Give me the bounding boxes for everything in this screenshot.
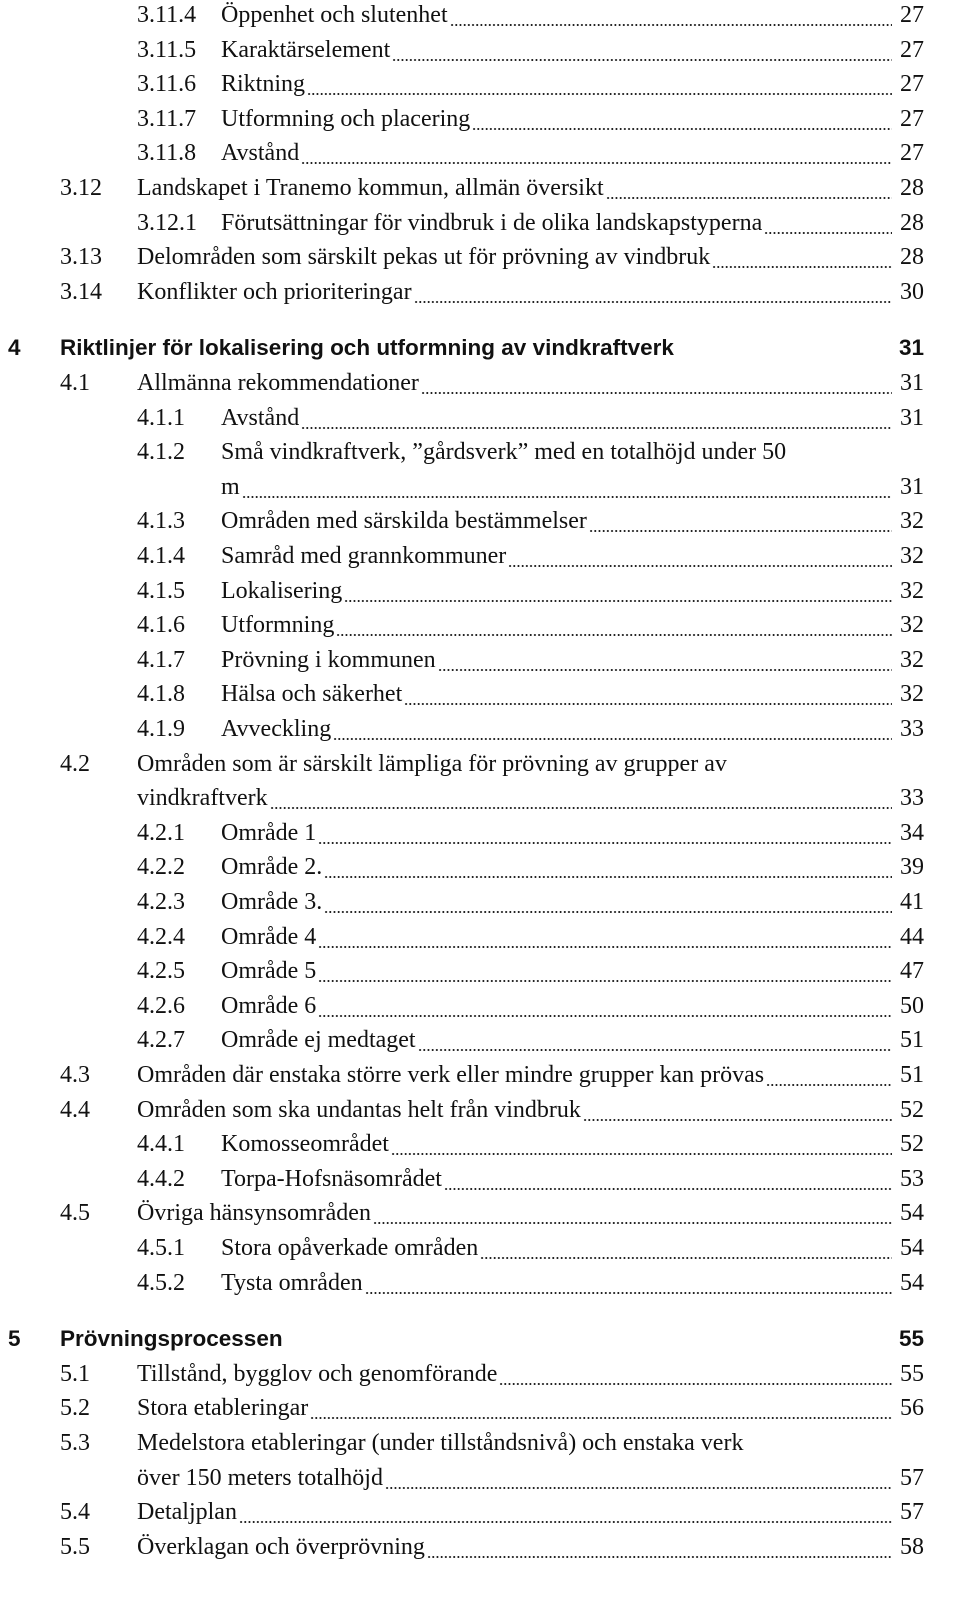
toc-entry-number: 5.2 <box>60 1395 90 1422</box>
toc-entry-title: Områden med särskilda bestämmelser <box>221 508 587 535</box>
toc-entry[interactable] <box>0 681 960 716</box>
toc-entry[interactable] <box>0 1166 960 1201</box>
toc-entry-number: 4.2.7 <box>137 1027 185 1054</box>
toc-entry-title: Detaljplan <box>137 1499 237 1526</box>
toc-entry-page: 41 <box>900 889 924 915</box>
toc-entry-title: Tysta områden <box>221 1269 363 1296</box>
toc-entry-title: Riktlinjer för lokalisering och utformning av vindkraftverk <box>60 335 674 361</box>
toc-entry-title: Överklagan och överprövning <box>137 1533 425 1560</box>
toc-entry-continuation[interactable] <box>0 1465 960 1500</box>
toc-entry-title: Tillstånd, bygglov och genomförande <box>137 1360 498 1387</box>
toc-entry-title: Hälsa och säkerhet <box>221 681 403 708</box>
toc-entry-title: Område 3. <box>221 889 323 915</box>
toc-entry-page: 39 <box>900 854 924 881</box>
toc-entry-title: Förutsättningar för vindbruk i de olika landskapstyperna <box>221 209 763 236</box>
toc-entry-title: Prövningsprocessen <box>60 1326 283 1352</box>
toc-entry-title-continuation: m <box>221 473 240 500</box>
toc-leader-dots <box>310 1417 892 1419</box>
toc-entry-title: Områden som är särskilt lämpliga för prövning av grupper av <box>137 750 727 777</box>
toc-entry[interactable] <box>0 1270 960 1305</box>
toc-entry-number: 4.1.6 <box>137 612 185 639</box>
toc-leader-dots <box>333 738 892 740</box>
toc-entry-title: Område 5 <box>221 958 317 985</box>
toc-entry-number: 4.5 <box>60 1200 90 1227</box>
toc-entry-number: 5.3 <box>60 1430 90 1456</box>
toc-leader-dots <box>301 427 892 429</box>
toc-entry[interactable] <box>0 37 960 72</box>
toc-entry-page: 34 <box>900 819 924 846</box>
toc-leader-dots <box>239 1521 892 1523</box>
toc-entry-title: Landskapet i Tranemo kommun, allmän översikt <box>137 175 604 201</box>
toc-entry-number: 3.12.1 <box>137 209 197 236</box>
toc-entry[interactable] <box>0 175 960 210</box>
toc-entry[interactable] <box>0 716 960 751</box>
toc-entry-page: 32 <box>900 612 924 639</box>
toc-entry-page: 33 <box>900 785 924 812</box>
toc-leader-dots <box>324 911 892 913</box>
toc-entry-title: Område 4 <box>221 923 317 950</box>
toc-entry-number: 4.2.5 <box>137 958 185 985</box>
toc-entry[interactable] <box>0 370 960 405</box>
toc-entry-title: Utformning och placering <box>221 105 471 132</box>
toc-leader-dots <box>307 93 892 95</box>
toc-leader-dots <box>606 197 892 199</box>
toc-entry-title: Områden där enstaka större verk eller mindre grupper kan prövas <box>137 1062 765 1088</box>
toc-entry-title: Torpa-Hofsnäsområdet <box>221 1165 442 1192</box>
toc-leader-dots <box>344 600 892 602</box>
toc-leader-dots <box>444 1188 892 1190</box>
toc-leader-dots <box>508 565 892 567</box>
toc-entry-number: 4.4 <box>60 1096 90 1123</box>
toc-entry[interactable] <box>0 612 960 647</box>
toc-entry-title-continuation: över 150 meters totalhöjd <box>137 1464 383 1491</box>
toc-entry-page: 27 <box>900 105 924 132</box>
toc-entry-page: 55 <box>900 1360 924 1387</box>
toc-leader-dots <box>712 266 892 268</box>
toc-leader-dots <box>438 669 892 671</box>
toc-entry-title: Område 1 <box>221 819 317 846</box>
toc-entry-number: 4.2 <box>60 750 90 777</box>
toc-leader-dots <box>318 842 892 844</box>
toc-entry-title: Delområden som särskilt pekas ut för prövning av vindbruk <box>137 244 711 271</box>
toc-entry-number: 4.1.8 <box>137 681 185 708</box>
toc-entry-page: 54 <box>900 1235 924 1261</box>
toc-entry-title: Avstånd <box>221 404 300 431</box>
toc-leader-dots <box>583 1119 892 1121</box>
toc-entry[interactable] <box>0 1027 960 1062</box>
toc-leader-dots <box>318 980 892 982</box>
toc-entry-page: 27 <box>900 36 924 63</box>
toc-entry-page: 57 <box>900 1464 924 1491</box>
toc-entry-page: 52 <box>900 1096 924 1123</box>
toc-entry[interactable] <box>0 1062 960 1097</box>
toc-entry[interactable] <box>0 140 960 175</box>
toc-entry-title: Utformning <box>221 612 335 639</box>
toc-entry-page: 52 <box>900 1131 924 1158</box>
toc-entry-number: 4.1.2 <box>137 439 185 466</box>
toc-entry[interactable] <box>0 889 960 924</box>
toc-entry[interactable] <box>0 1499 960 1534</box>
toc-entry-continuation[interactable] <box>0 474 960 509</box>
toc-entry-number: 4.3 <box>60 1062 90 1088</box>
toc-entry-page: 47 <box>900 958 924 985</box>
toc-leader-dots <box>336 634 892 636</box>
toc-leader-dots <box>450 24 892 26</box>
toc-entry-page: 32 <box>900 681 924 708</box>
toc-entry-number: 3.12 <box>60 175 102 201</box>
toc-entry[interactable] <box>0 647 960 682</box>
toc-entry-number: 4.2.3 <box>137 889 185 915</box>
toc-entry-number: 4.1.7 <box>137 646 185 673</box>
toc-entry-title: Allmänna rekommendationer <box>137 370 419 396</box>
toc-entry-page: 28 <box>900 209 924 236</box>
toc-entry[interactable] <box>0 820 960 855</box>
toc-entry-number: 3.11.5 <box>137 36 197 63</box>
toc-entry-title: Områden som ska undantas helt från vindbruk <box>137 1096 581 1123</box>
toc-leader-dots <box>373 1222 892 1224</box>
toc-entry-page: 44 <box>900 923 924 950</box>
toc-entry-title: Område 2. <box>221 854 323 881</box>
toc-entry-number: 4.1.3 <box>137 508 185 535</box>
toc-entry-number: 3.11.8 <box>137 140 197 167</box>
toc-leader-dots <box>270 807 892 809</box>
toc-leader-dots <box>418 1049 892 1051</box>
toc-entry-number: 5.1 <box>60 1360 90 1387</box>
toc-entry-number: 4.1.4 <box>137 543 185 569</box>
toc-entry-number: 5.5 <box>60 1533 90 1560</box>
toc-leader-dots <box>301 162 892 164</box>
toc-leader-dots <box>318 1015 892 1017</box>
toc-entry-number: 4.2.2 <box>137 854 185 881</box>
toc-leader-dots <box>414 301 892 303</box>
toc-entry-title: Lokalisering <box>221 577 343 604</box>
toc-entry-number: 3.14 <box>60 278 102 305</box>
toc-entry-title: Riktning <box>221 71 306 98</box>
toc-entry-page: 32 <box>900 646 924 673</box>
toc-entry[interactable] <box>0 958 960 993</box>
toc-leader-dots <box>589 530 892 532</box>
toc-entry[interactable] <box>0 1534 960 1569</box>
toc-entry[interactable] <box>0 1097 960 1132</box>
toc-entry-page: 54 <box>900 1200 924 1227</box>
toc-entry[interactable] <box>0 1395 960 1430</box>
toc-entry[interactable] <box>0 1235 960 1270</box>
toc-entry-title: Komosseområdet <box>221 1131 389 1158</box>
toc-entry-title: Avstånd <box>221 140 300 167</box>
toc-entry[interactable] <box>0 993 960 1028</box>
toc-entry[interactable] <box>0 106 960 141</box>
toc-entry[interactable] <box>0 1200 960 1235</box>
toc-leader-dots <box>480 1257 892 1259</box>
toc-entry-number: 4.1.5 <box>137 577 185 604</box>
toc-entry-number: 4.1.1 <box>137 404 185 431</box>
toc-entry-page: 54 <box>900 1269 924 1296</box>
toc-entry-title: Område ej medtaget <box>221 1027 416 1054</box>
toc-leader-dots <box>766 1084 892 1086</box>
toc-entry[interactable] <box>0 279 960 314</box>
toc-entry-page: 56 <box>900 1395 924 1422</box>
toc-entry[interactable] <box>0 924 960 959</box>
toc-entry-number: 4.4.2 <box>137 1165 185 1192</box>
toc-leader-dots <box>324 876 892 878</box>
toc-entry-number: 3.11.7 <box>137 105 197 132</box>
toc-entry[interactable] <box>0 543 960 578</box>
toc-entry-title: Öppenhet och slutenhet <box>221 2 448 28</box>
toc-entry-number: 4.2.6 <box>137 992 185 1019</box>
toc-entry-page: 28 <box>900 175 924 201</box>
toc-entry[interactable] <box>0 508 960 543</box>
toc-leader-dots <box>365 1292 892 1294</box>
toc-chapter[interactable] <box>0 335 960 370</box>
toc-entry[interactable] <box>0 1361 960 1396</box>
toc-entry-page: 27 <box>900 2 924 28</box>
toc-leader-dots <box>499 1383 892 1385</box>
toc-entry-title: Område 6 <box>221 992 317 1019</box>
toc-entry-title: Karaktärselement <box>221 36 391 63</box>
toc-entry-title: Avveckling <box>221 716 332 742</box>
toc-entry-page: 53 <box>900 1165 924 1192</box>
toc-leader-dots <box>404 703 892 705</box>
toc-leader-dots <box>391 1153 892 1155</box>
toc-entry-title: Stora etableringar <box>137 1395 309 1422</box>
toc-entry-number: 5.4 <box>60 1499 90 1526</box>
toc-entry-title: Övriga hänsynsområden <box>137 1200 371 1227</box>
toc-entry[interactable] <box>0 1430 960 1465</box>
toc-leader-dots <box>472 128 892 130</box>
toc-entry[interactable] <box>0 244 960 279</box>
toc-entry-page: 58 <box>900 1533 924 1560</box>
toc-leader-dots <box>427 1556 892 1558</box>
toc-entry-page: 51 <box>900 1062 924 1088</box>
toc-chapter[interactable] <box>0 1326 960 1361</box>
toc-entry[interactable] <box>0 405 960 440</box>
toc-entry[interactable] <box>0 578 960 613</box>
toc-entry-title: Samråd med grannkommuner <box>221 543 507 569</box>
toc-entry-title: Prövning i kommunen <box>221 646 436 673</box>
toc-leader-dots <box>385 1487 892 1489</box>
toc-entry-page: 31 <box>898 335 924 361</box>
toc-entry-page: 32 <box>900 508 924 535</box>
toc-entry-title: Medelstora etableringar (under tillståndsnivå) och enstaka verk <box>137 1430 744 1456</box>
toc-entry-page: 32 <box>900 543 924 569</box>
toc-entry-number: 3.13 <box>60 244 102 271</box>
toc-entry[interactable] <box>0 2 960 37</box>
toc-entry-page: 33 <box>900 716 924 742</box>
toc-leader-dots <box>318 946 892 948</box>
toc-entry-title: Små vindkraftverk, ”gårdsverk” med en totalhöjd under 50 <box>221 439 787 466</box>
toc-entry-page: 31 <box>900 370 924 396</box>
toc-entry-page: 31 <box>900 404 924 431</box>
toc-entry-page: 27 <box>900 71 924 98</box>
toc-entry-title-continuation: vindkraftverk <box>137 785 268 812</box>
toc-leader-dots <box>764 232 892 234</box>
toc-entry-number: 5 <box>8 1326 21 1352</box>
toc-entry-number: 4.2.1 <box>137 819 185 846</box>
toc-entry-page: 32 <box>900 577 924 604</box>
toc-entry[interactable] <box>0 71 960 106</box>
toc-entry-number: 3.11.6 <box>137 71 197 98</box>
toc-entry-number: 4.2.4 <box>137 923 185 950</box>
toc-entry[interactable] <box>0 439 960 474</box>
toc-entry[interactable] <box>0 751 960 786</box>
toc-entry-page: 27 <box>900 140 924 167</box>
toc-entry-title: Konflikter och prioriteringar <box>137 278 412 305</box>
toc-entry[interactable] <box>0 854 960 889</box>
toc-leader-dots <box>242 496 892 498</box>
toc-entry-page: 51 <box>900 1027 924 1054</box>
toc-entry-number: 4.1 <box>60 370 90 396</box>
toc-entry-page: 31 <box>900 473 924 500</box>
toc-entry-number: 4.1.9 <box>137 716 185 742</box>
toc-entry-page: 50 <box>900 992 924 1019</box>
toc-entry-number: 4.4.1 <box>137 1131 185 1158</box>
toc-entry-continuation[interactable] <box>0 785 960 820</box>
toc-entry-title: Stora opåverkade områden <box>221 1235 479 1261</box>
toc-entry-number: 4.5.1 <box>137 1235 185 1261</box>
toc-entry-number: 4 <box>8 335 21 361</box>
toc-entry-number: 3.11.4 <box>137 2 197 28</box>
toc-entry[interactable] <box>0 210 960 245</box>
toc-entry-number: 4.5.2 <box>137 1269 185 1296</box>
toc-entry-page: 30 <box>900 278 924 305</box>
toc-entry-page: 55 <box>898 1326 924 1352</box>
toc-entry[interactable] <box>0 1131 960 1166</box>
toc-entry-page: 57 <box>900 1499 924 1526</box>
toc-leader-dots <box>421 392 892 394</box>
toc-entry-page: 28 <box>900 244 924 271</box>
toc-leader-dots <box>392 59 892 61</box>
